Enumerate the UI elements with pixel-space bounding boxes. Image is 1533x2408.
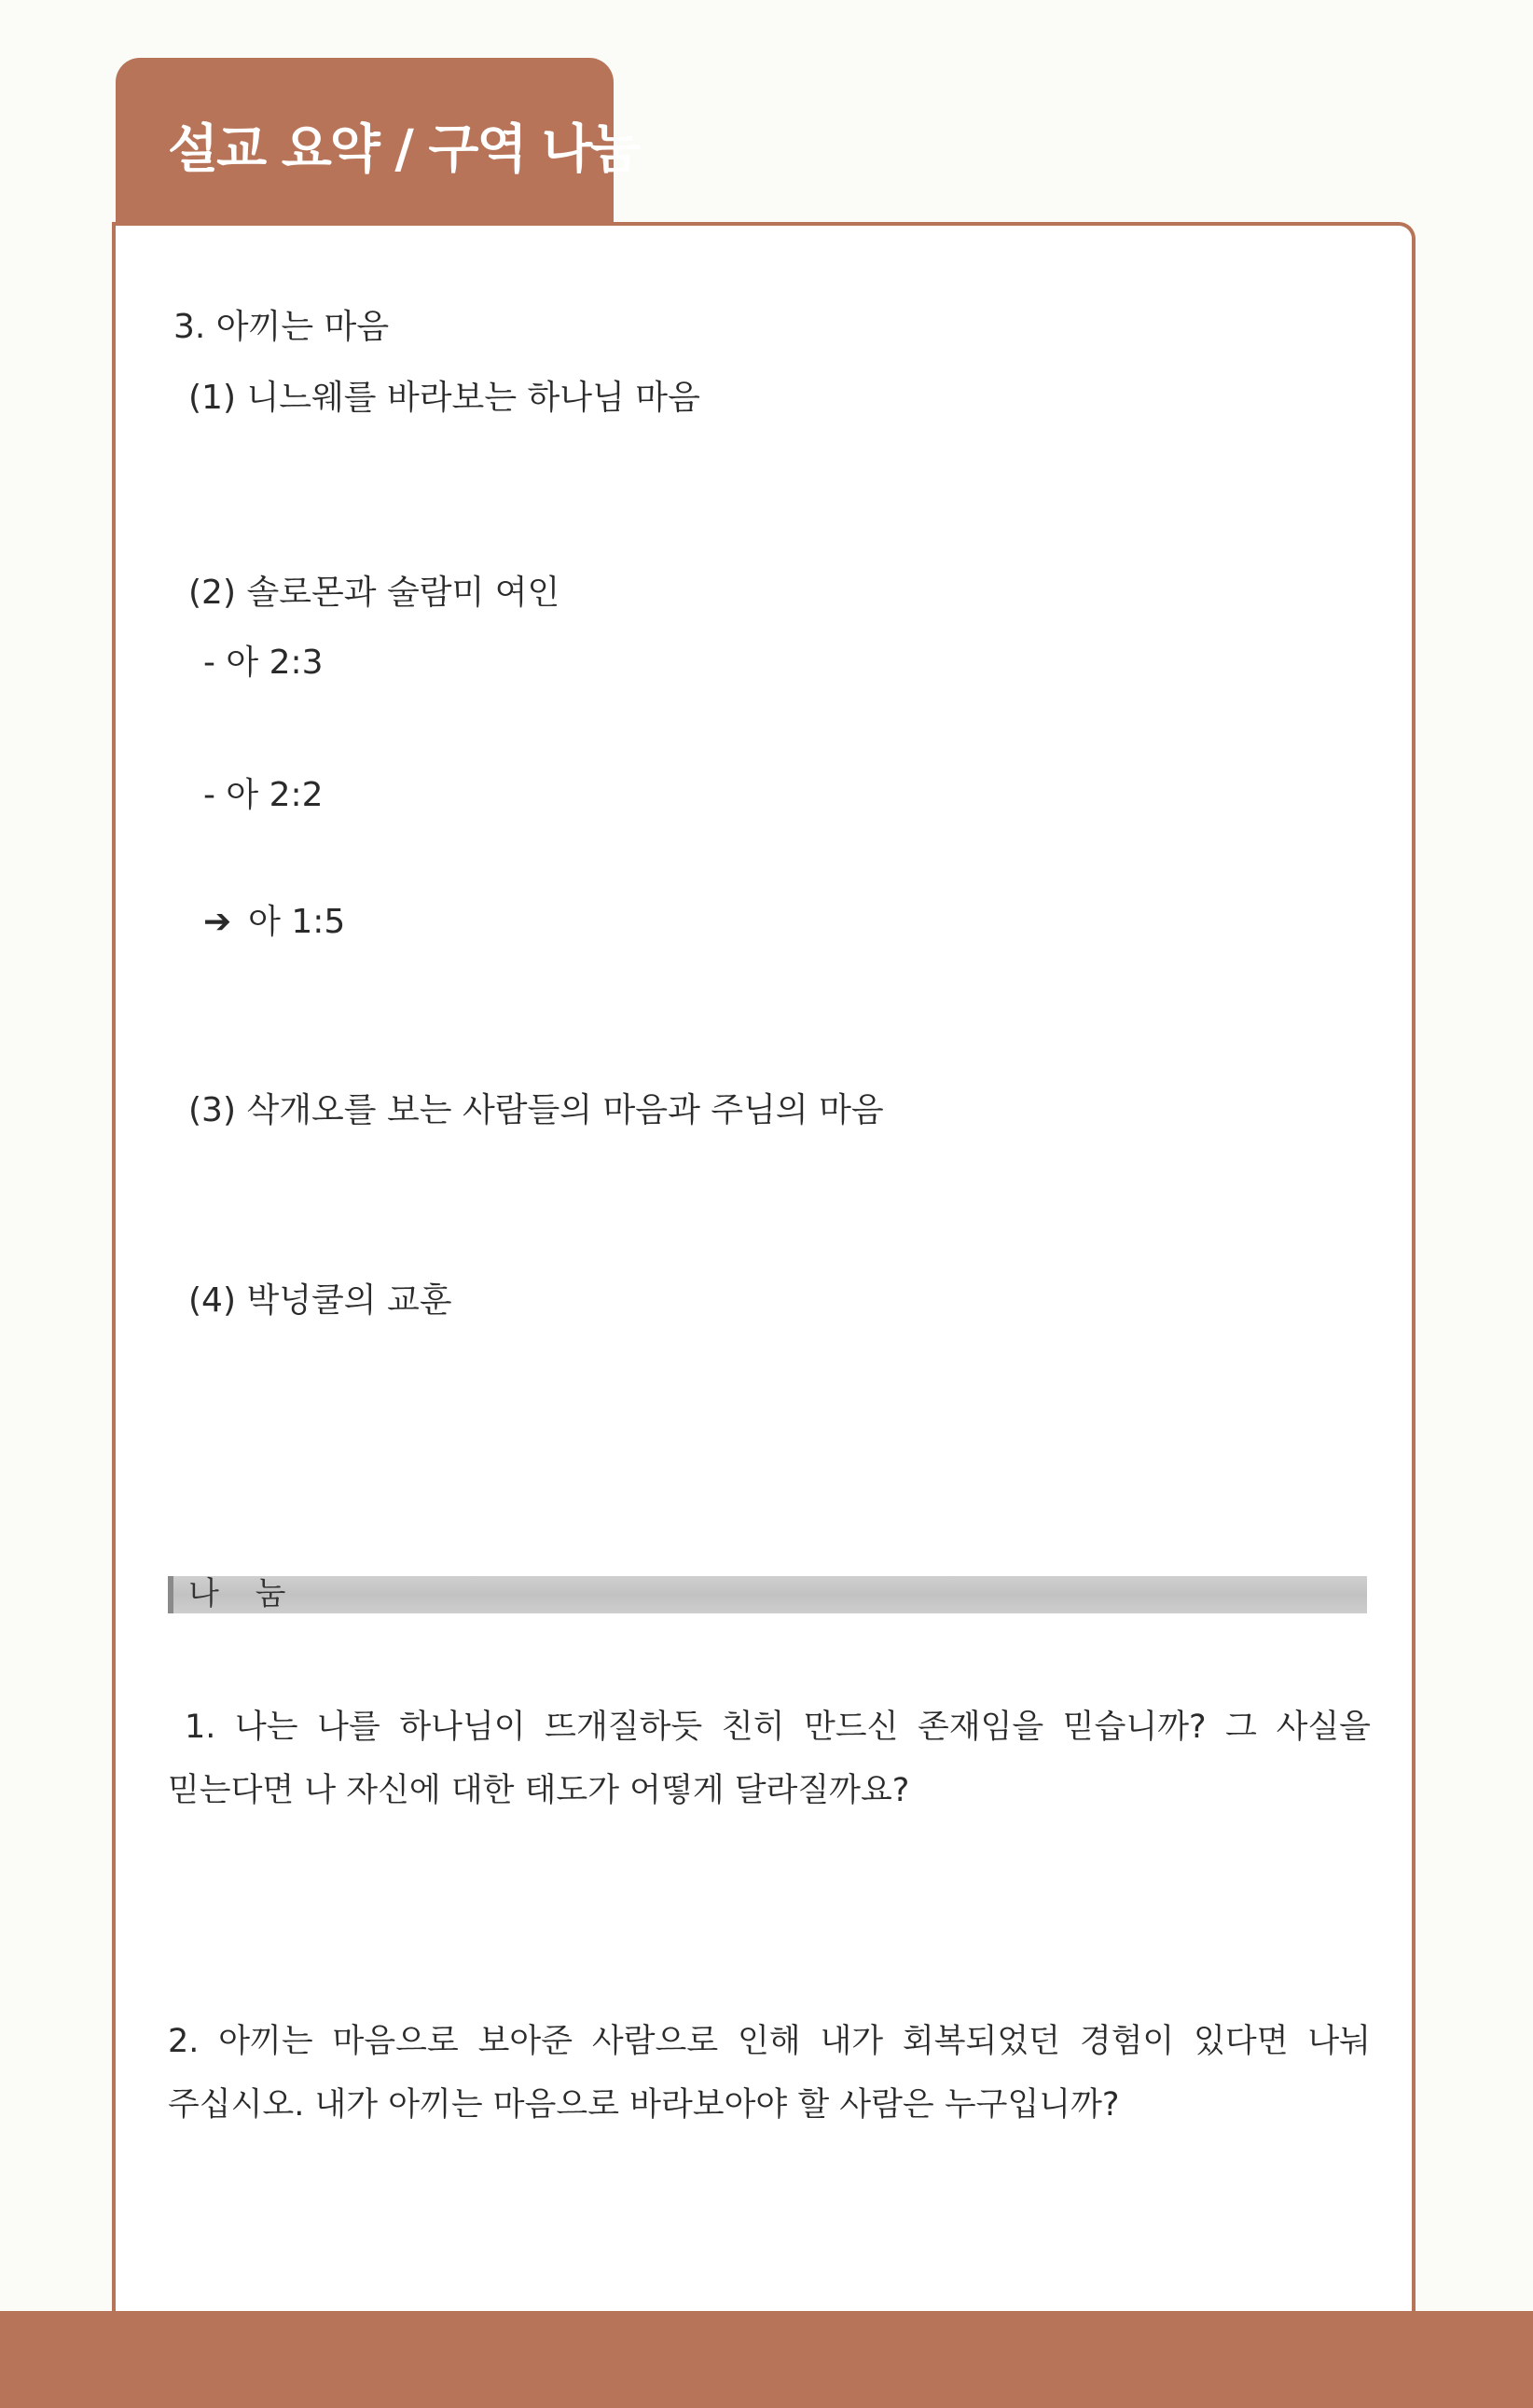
section-title: 3. 아끼는 마음 xyxy=(173,308,390,346)
point-2: (2) 솔로몬과 술람미 여인 xyxy=(188,574,560,612)
question-2: 2. 아끼는 마음으로 보아준 사람으로 인해 내가 회복되었던 경험이 있다면 나눠 주십시오. 내가 아끼는 마음으로 바라보아야 할 사람은 누구입니까? xyxy=(168,2023,1371,2124)
page-title: 설교 요약 / 구역 나눔 xyxy=(168,119,640,180)
point-3: (3) 삭개오를 보는 사람들의 마음과 주님의 마음 xyxy=(188,1091,884,1129)
reference-1: - 아 2:3 xyxy=(203,644,324,682)
reference-3-row xyxy=(203,902,345,943)
sharing-label: 나 눔 xyxy=(188,1575,299,1612)
reference-3: 아 1:5 xyxy=(248,903,346,941)
reference-2: - 아 2:2 xyxy=(203,776,324,814)
footer-bar xyxy=(0,2311,1533,2408)
arrow-right-icon: ➔ xyxy=(203,903,232,941)
sharing-header-bar xyxy=(168,1576,1367,1613)
question-1: 1. 나는 나를 하나님이 뜨개질하듯 친히 만드신 존재임을 믿습니까? 그 사실을 믿는다면 나 자신에 대한 태도가 어떻게 달라질까요? xyxy=(168,1709,1371,1809)
point-4: (4) 박넝쿨의 교훈 xyxy=(188,1281,452,1320)
point-1: (1) 니느웨를 바라보는 하나님 마음 xyxy=(188,379,700,417)
